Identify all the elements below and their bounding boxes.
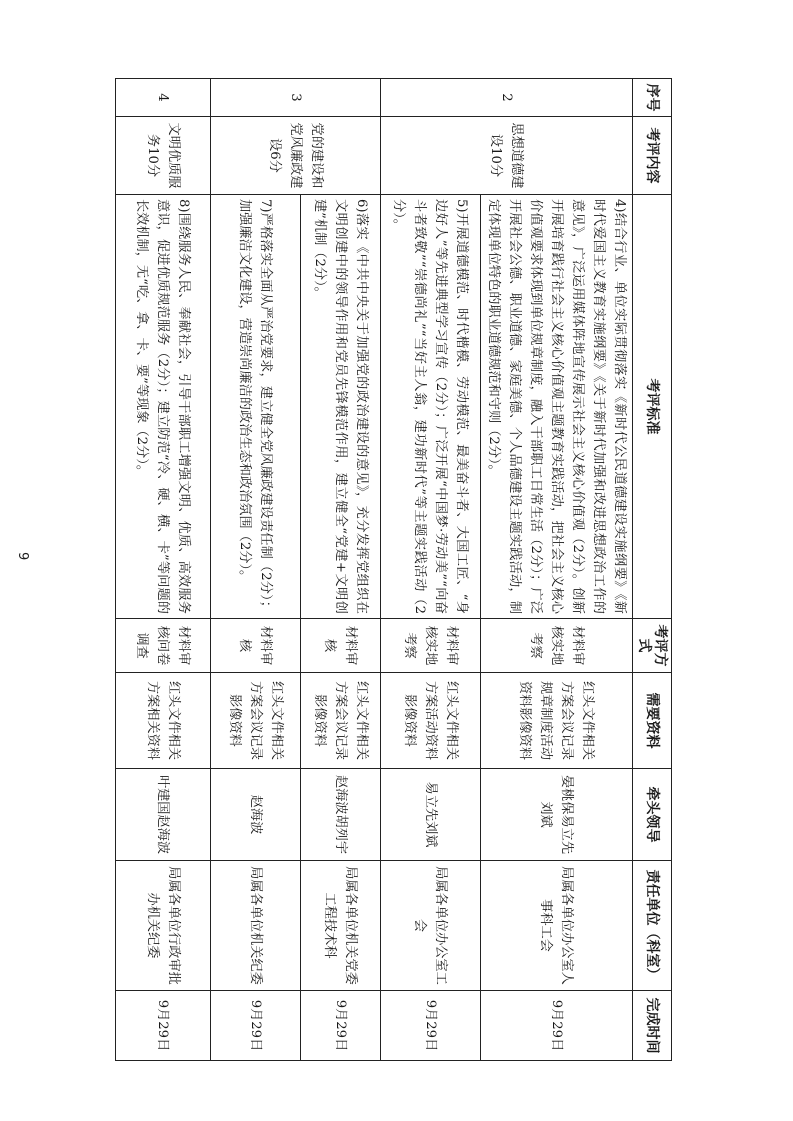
row-method: 材料审核问卷调查: [116, 619, 211, 673]
row-leader: 叶建国赵海波: [116, 769, 211, 861]
row-materials: 红头文件相关方案相关资料: [116, 673, 211, 769]
row-deadline: 9月29日: [116, 991, 211, 1061]
header-content: 考评内容: [633, 117, 672, 195]
row-seq: 3: [211, 79, 381, 117]
table-row: [301, 79, 381, 1061]
row-content: 思想道德建设10分: [381, 117, 633, 195]
header-materials: 需要资料: [633, 673, 672, 769]
table-row: [211, 79, 301, 1061]
row-materials: 红头文件相关方案会议记录影像资料: [301, 673, 381, 769]
row-unit: 局属各单位办公室人事科工会: [481, 861, 633, 991]
row-materials: 红头文件相关方案会议记录影像资料: [211, 673, 301, 769]
row-standard: 6)落实《中共中央关于加强党的政治建设的意见》，充分发挥党组织在文明创建中的领导作用和党员先锋模范作用，建立健全“党建+文明创建”机制（2分）。: [301, 195, 381, 619]
header-method: 考评方式: [633, 619, 672, 673]
row-leader: 赵海波胡列宇: [301, 769, 381, 861]
header-seq: 序号: [633, 79, 672, 117]
row-leader: 易立先刘斌: [381, 769, 481, 861]
row-method: 材料审核实地考察: [481, 619, 633, 673]
header-standard: 考评标准: [633, 195, 672, 619]
row-unit: 局属各单位行政审批办机关纪委: [116, 861, 211, 991]
row-content: 文明优质服务10分: [116, 117, 211, 195]
row-standard: 4)结合行业、单位实际贯彻落实《新时代公民道德建设实施纲要》《新时代爱国主义教育实施纲要》《关于新时代加强和改进思想政治工作的意见》，广泛运用媒体阵地宣传展示社会主义核心价值观（2分）。创新开展培育践行社会主义核心价值观主题教育实践活动，把社会主义核心价值观要求体现到单位规章制度，融入干部职工日常生活（2分）；广泛开展社会公德、职业道德、家庭美德、个人品德建设主题实践活动，制定体现单位特色的职业道德规范和守则（2分）。: [481, 195, 633, 619]
row-method: 材料审核: [301, 619, 381, 673]
row-materials: 红头文件相关方案活动资料影像资料: [381, 673, 481, 769]
row-leader: 赵海波: [211, 769, 301, 861]
row-unit: 局属各单位机关纪委: [211, 861, 301, 991]
row-deadline: 9月29日: [301, 991, 381, 1061]
row-unit: 局属各单位机关党委工程技术科: [301, 861, 381, 991]
row-standard: 8)围绕服务人民、奉献社会，引导干部职工增强文明、优质、高效服务意识，促进优质规范服务（2分）；建立防范“冷、硬、横、卡”等问题的长效机制，无“吃、拿、卡、要”等现象（2分）。: [116, 195, 211, 619]
row-standard: 5)开展道德模范、时代楷模、劳动模范、最美奋斗者、大国工匠、“身边好人”等先进典型学习宣传（2分）；广泛开展“中国梦·劳动美”“向奋斗者致敬”“崇德尚礼”“当好主人翁，建功新时代”等主题实践活动（2分）。: [381, 195, 481, 619]
row-deadline: 9月29日: [481, 991, 633, 1061]
row-materials: 红头文件相关方案会议记录规章制度活动资料影像资料: [481, 673, 633, 769]
header-row: [633, 79, 672, 1061]
header-deadline: 完成时间: [633, 991, 672, 1061]
table-row: [116, 79, 211, 1061]
row-leader: 晏桃保易立先刘斌: [481, 769, 633, 861]
table-row: [381, 79, 481, 1061]
evaluation-table: [115, 78, 672, 1061]
header-unit: 责任单位（科室）: [633, 861, 672, 991]
row-method: 材料审核: [211, 619, 301, 673]
row-method: 材料审核实地考察: [381, 619, 481, 673]
row-content: 党的建设和党风廉政建设6分: [211, 117, 381, 195]
row-unit: 局属各单位办公室工会: [381, 861, 481, 991]
row-deadline: 9月29日: [381, 991, 481, 1061]
row-seq: 2: [381, 79, 633, 117]
row-deadline: 9月29日: [211, 991, 301, 1061]
table-row: [481, 79, 633, 1061]
page-number: 9: [15, 552, 30, 561]
row-standard: 7)严格落实全面从严治党要求，建立健全党风廉政建设责任制（2分）；加强廉洁文化建设，营造崇尚廉洁的政治生态和政治氛围（2分）。: [211, 195, 301, 619]
rotated-page: [122, 78, 672, 1060]
header-leader: 牵头领导: [633, 769, 672, 861]
row-seq: 4: [116, 79, 211, 117]
